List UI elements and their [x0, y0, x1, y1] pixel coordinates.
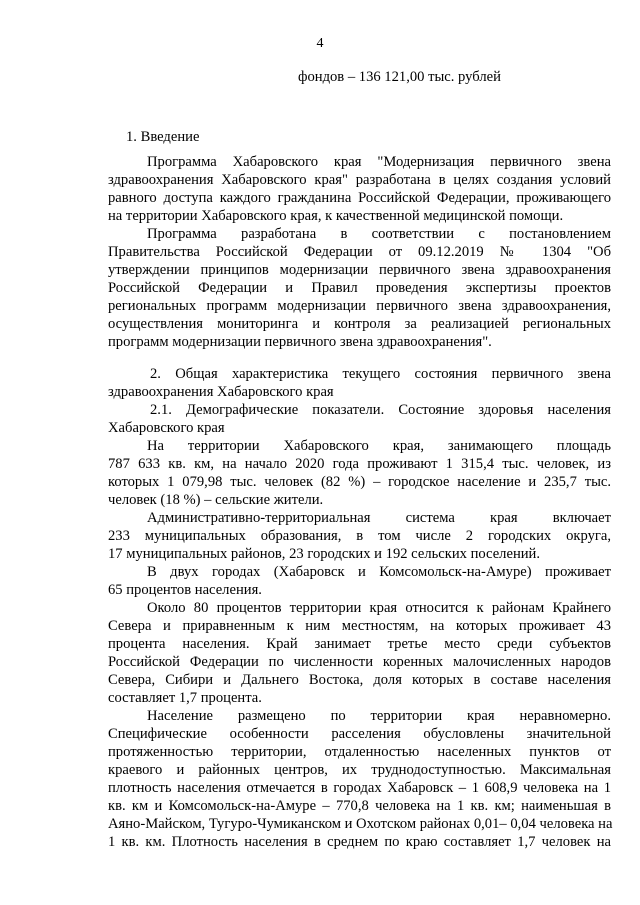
paragraph-line: краевого и районных центров, их труднодоступностью. Максимальная	[108, 762, 611, 778]
paragraph-line: здравоохранения Хабаровского края" разработана в целях создания условий	[108, 172, 611, 188]
paragraph-line: на территории Хабаровского края, к качественной медицинской помощи.	[108, 208, 564, 224]
paragraph-line: составляет 1,7 процента.	[108, 690, 262, 706]
funds-line: фондов – 136 121,00 тыс. рублей	[298, 69, 501, 85]
section-heading-general-characteristics: 2. Общая характеристика текущего состояния первичного звена	[150, 366, 611, 382]
paragraph-line: 65 процентов населения.	[108, 582, 262, 598]
paragraph-line: которых 1 079,98 тыс. человек (82 %) – городское население и 235,7 тыс.	[108, 474, 611, 490]
paragraph-line: равного доступа каждого гражданина Российской Федерации, проживающего	[108, 190, 611, 206]
paragraph-line: осуществления мониторинга и контроля за реализацией региональных	[108, 316, 611, 332]
paragraph-line: 787 633 кв. км, на начало 2020 года проживают 1 315,4 тыс. человек, из	[108, 456, 611, 472]
section-heading-general-characteristics: здравоохранения Хабаровского края	[108, 384, 334, 400]
paragraph-line: человек (18 %) – сельские жители.	[108, 492, 324, 508]
subsection-heading-demographics: Хабаровского края	[108, 420, 225, 436]
paragraph-line: Население размещено по территории края неравномерно.	[147, 708, 611, 724]
paragraph-line: программ модернизации первичного звена здравоохранения".	[108, 334, 492, 350]
section-heading-introduction: 1. Введение	[126, 129, 200, 145]
paragraph-line: протяженностью территории, отдаленностью населенных пунктов от	[108, 744, 611, 760]
paragraph-line: Специфические особенности расселения обусловлены значительной	[108, 726, 611, 742]
paragraph-line: Аяно-Майском, Тугуро-Чумиканском и Охотском районах 0,01– 0,04 человека на	[108, 816, 613, 832]
paragraph-line: Российской Федерации по численности коренных малочисленных народов	[108, 654, 611, 670]
paragraph-line: Российской Федерации и Правил проведения экспертизы проектов	[108, 280, 611, 296]
paragraph-line: региональных программ модернизации первичного звена здравоохранения,	[108, 298, 611, 314]
paragraph-line: утверждении принципов модернизации первичного звена здравоохранения	[108, 262, 611, 278]
paragraph-line: Программа разработана в соответствии с постановлением	[147, 226, 611, 242]
paragraph-line: Около 80 процентов территории края относится к районам Крайнего	[147, 600, 611, 616]
paragraph-line: Севера и приравненным к ним местностям, на которых проживает 43	[108, 618, 611, 634]
subsection-heading-demographics: 2.1. Демографические показатели. Состояние здоровья населения	[150, 402, 611, 418]
paragraph-line: 1 кв. км. Плотность населения в среднем по краю составляет 1,7 человек на	[108, 834, 611, 850]
paragraph-line: 17 муниципальных районов, 23 городских и 192 сельских поселений.	[108, 546, 541, 562]
paragraph-line: Севера, Сибири и Дальнего Востока, доля которых в составе населения	[108, 672, 611, 688]
paragraph-line: 233 муниципальных образования, в том числе 2 городских округа,	[108, 528, 611, 544]
paragraph-line: процента населения. Край занимает третье место среди субъектов	[108, 636, 611, 652]
paragraph-line: На территории Хабаровского края, занимающего площадь	[147, 438, 611, 454]
paragraph-line: Административно-территориальная система края включает	[147, 510, 611, 526]
paragraph-line: кв. км и Комсомольск-на-Амуре – 770,8 человека на 1 кв. км; наименьшая в	[108, 798, 611, 814]
paragraph-line: Правительства Российской Федерации от 09.12.2019 № 1304 "Об	[108, 244, 611, 260]
paragraph-line: плотность населения отмечается в городах Хабаровск – 1 608,9 человека на 1	[108, 780, 611, 796]
paragraph-line: Программа Хабаровского края "Модернизация первичного звена	[147, 154, 611, 170]
page-number: 4	[316, 36, 324, 51]
paragraph-line: В двух городах (Хабаровск и Комсомольск-на-Амуре) проживает	[147, 564, 611, 580]
